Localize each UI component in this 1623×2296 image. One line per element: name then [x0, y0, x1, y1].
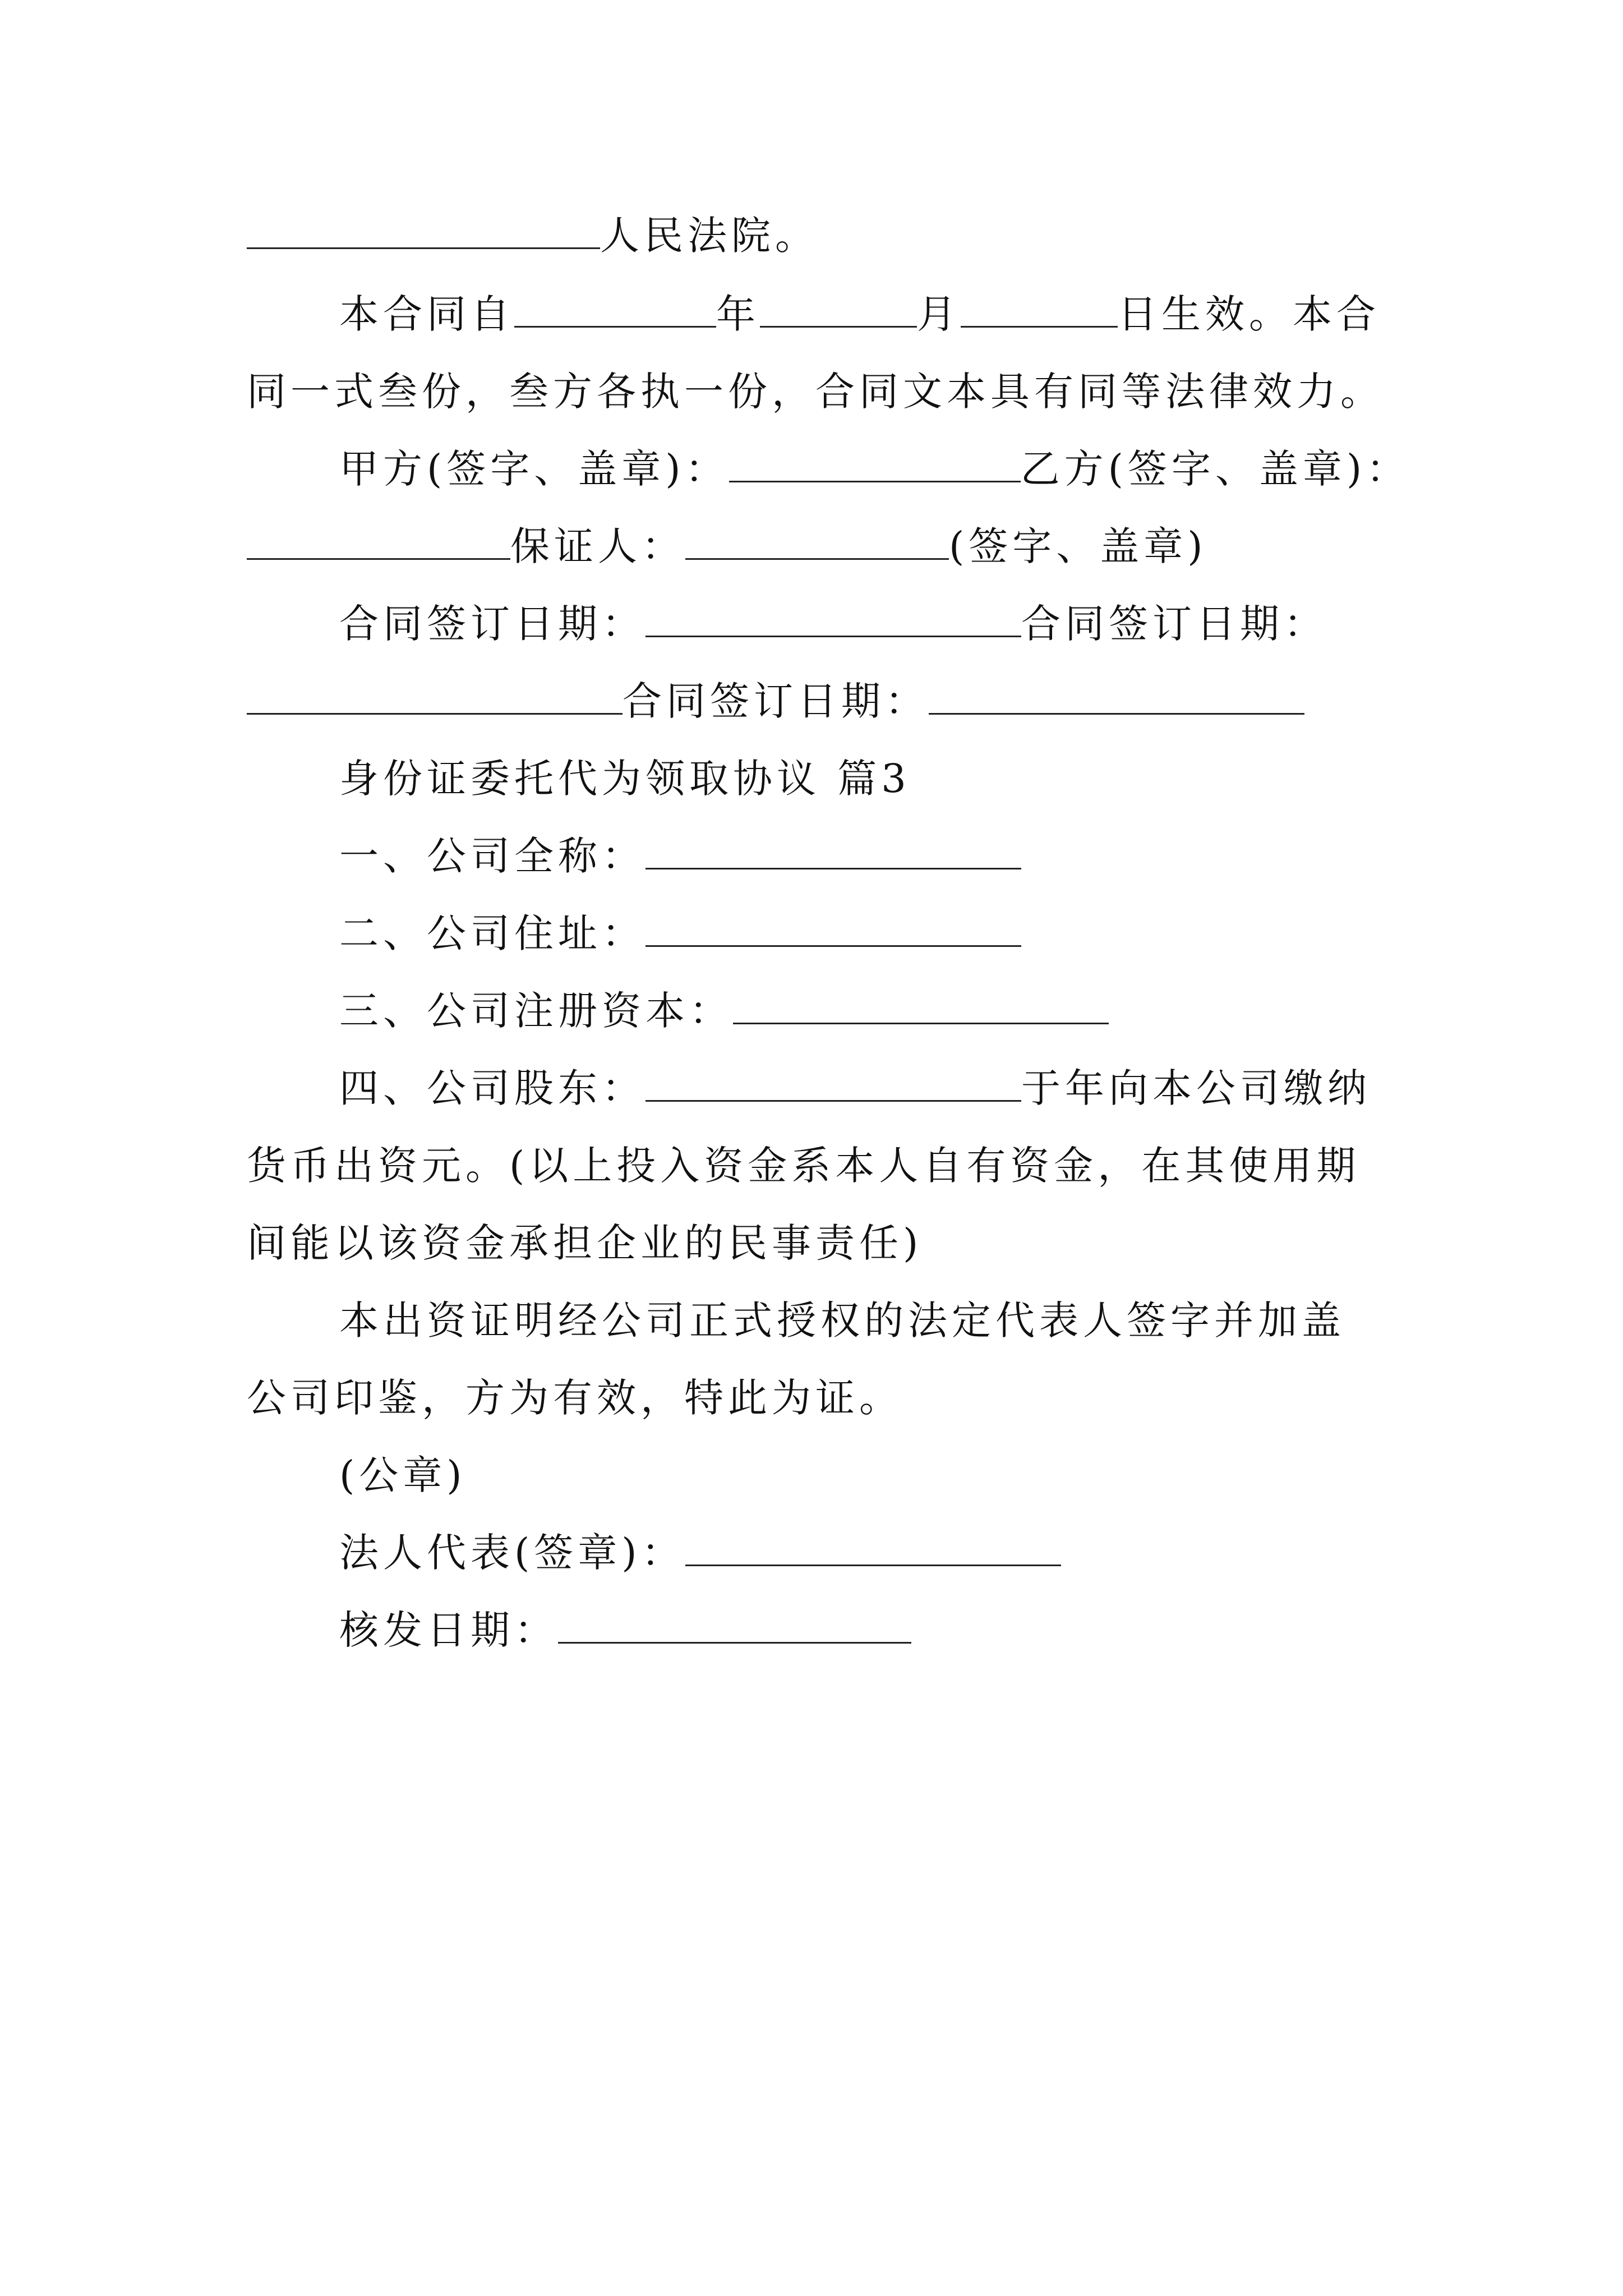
year-blank — [514, 292, 716, 328]
certification-line-1 — [339, 1292, 1345, 1349]
paragraph-court-line — [247, 208, 819, 264]
year-label: 年 — [716, 291, 760, 337]
shareholder-label: 四、公司股东： — [339, 1065, 645, 1111]
party-b-signature-blank — [247, 524, 510, 560]
month-label: 月 — [917, 291, 961, 337]
day-blank — [961, 292, 1118, 328]
certification-line-2 — [247, 1370, 903, 1426]
party-b-label: 乙方(签字、盖章)： — [1020, 446, 1410, 492]
signing-date-line-2 — [247, 673, 1304, 729]
legal-representative-label: 法人代表(签章)： — [339, 1530, 685, 1576]
shareholder-blank — [645, 1066, 1021, 1102]
registered-capital-label: 三、公司注册资本： — [339, 988, 733, 1034]
court-text: 人民法院。 — [600, 213, 819, 259]
signing-date-line-1 — [339, 596, 1327, 652]
issue-date-blank — [558, 1608, 911, 1644]
guarantor-signature-blank — [685, 524, 949, 560]
shareholder-line — [339, 1060, 1371, 1116]
issue-date-label: 核发日期： — [339, 1607, 558, 1653]
registered-capital-blank — [733, 989, 1109, 1024]
certification-text-1: 本出资证明经公司正式授权的法定代表人签字并加盖 — [339, 1297, 1345, 1343]
company-address-label: 二、公司住址： — [339, 910, 645, 956]
shareholder-suffix: 于年向本公司缴纳 — [1021, 1065, 1371, 1111]
company-name-label: 一、公司全称： — [339, 833, 645, 879]
guarantor-suffix: (签字、盖章) — [949, 523, 1207, 569]
party-a-label: 甲方(签字、盖章)： — [339, 446, 729, 492]
company-name-blank — [645, 834, 1021, 869]
signing-date-blank-b — [247, 679, 623, 715]
signing-date-blank-a — [645, 602, 1021, 637]
paragraph-effective-date — [339, 286, 1380, 342]
issue-date-line — [339, 1602, 911, 1658]
registered-capital-line — [339, 983, 1109, 1039]
copies-text: 同一式叁份，叁方各执一份，合同文本具有同等法律效力。 — [247, 369, 1384, 415]
month-blank — [760, 292, 917, 328]
signing-date-label-c: 合同签订日期： — [623, 678, 929, 724]
guarantor-line — [247, 518, 1207, 574]
liability-text: 间能以该资金承担企业的民事责任) — [247, 1220, 923, 1266]
party-a-signature-blank — [729, 447, 1021, 482]
capital-contribution-line — [247, 1138, 1360, 1194]
signing-date-blank-c — [929, 679, 1304, 715]
capital-contribution-text: 货币出资元。(以上投入资金系本人自有资金，在其使用期 — [247, 1143, 1361, 1189]
liability-line — [247, 1215, 923, 1271]
signing-date-label-a: 合同签订日期： — [339, 601, 645, 647]
effective-suffix: 日生效。本合 — [1118, 291, 1380, 337]
company-name-line — [339, 828, 1021, 884]
paragraph-copies — [247, 364, 1384, 420]
official-seal-text: (公章) — [339, 1452, 467, 1498]
effective-prefix: 本合同自 — [339, 291, 514, 337]
legal-representative-blank — [685, 1531, 1061, 1566]
section-heading — [339, 751, 911, 807]
court-name-blank — [247, 214, 600, 249]
official-seal-line — [339, 1447, 467, 1503]
company-address-blank — [645, 912, 1021, 947]
section-title: 身份证委托代为领取协议 篇3 — [339, 756, 911, 802]
guarantor-label: 保证人： — [510, 523, 685, 569]
legal-representative-line — [339, 1525, 1061, 1581]
signing-date-label-b: 合同签订日期： — [1021, 601, 1327, 647]
signature-party-line — [339, 441, 1410, 497]
company-address-line — [339, 905, 1021, 961]
certification-text-2: 公司印鉴，方为有效，特此为证。 — [247, 1375, 903, 1421]
